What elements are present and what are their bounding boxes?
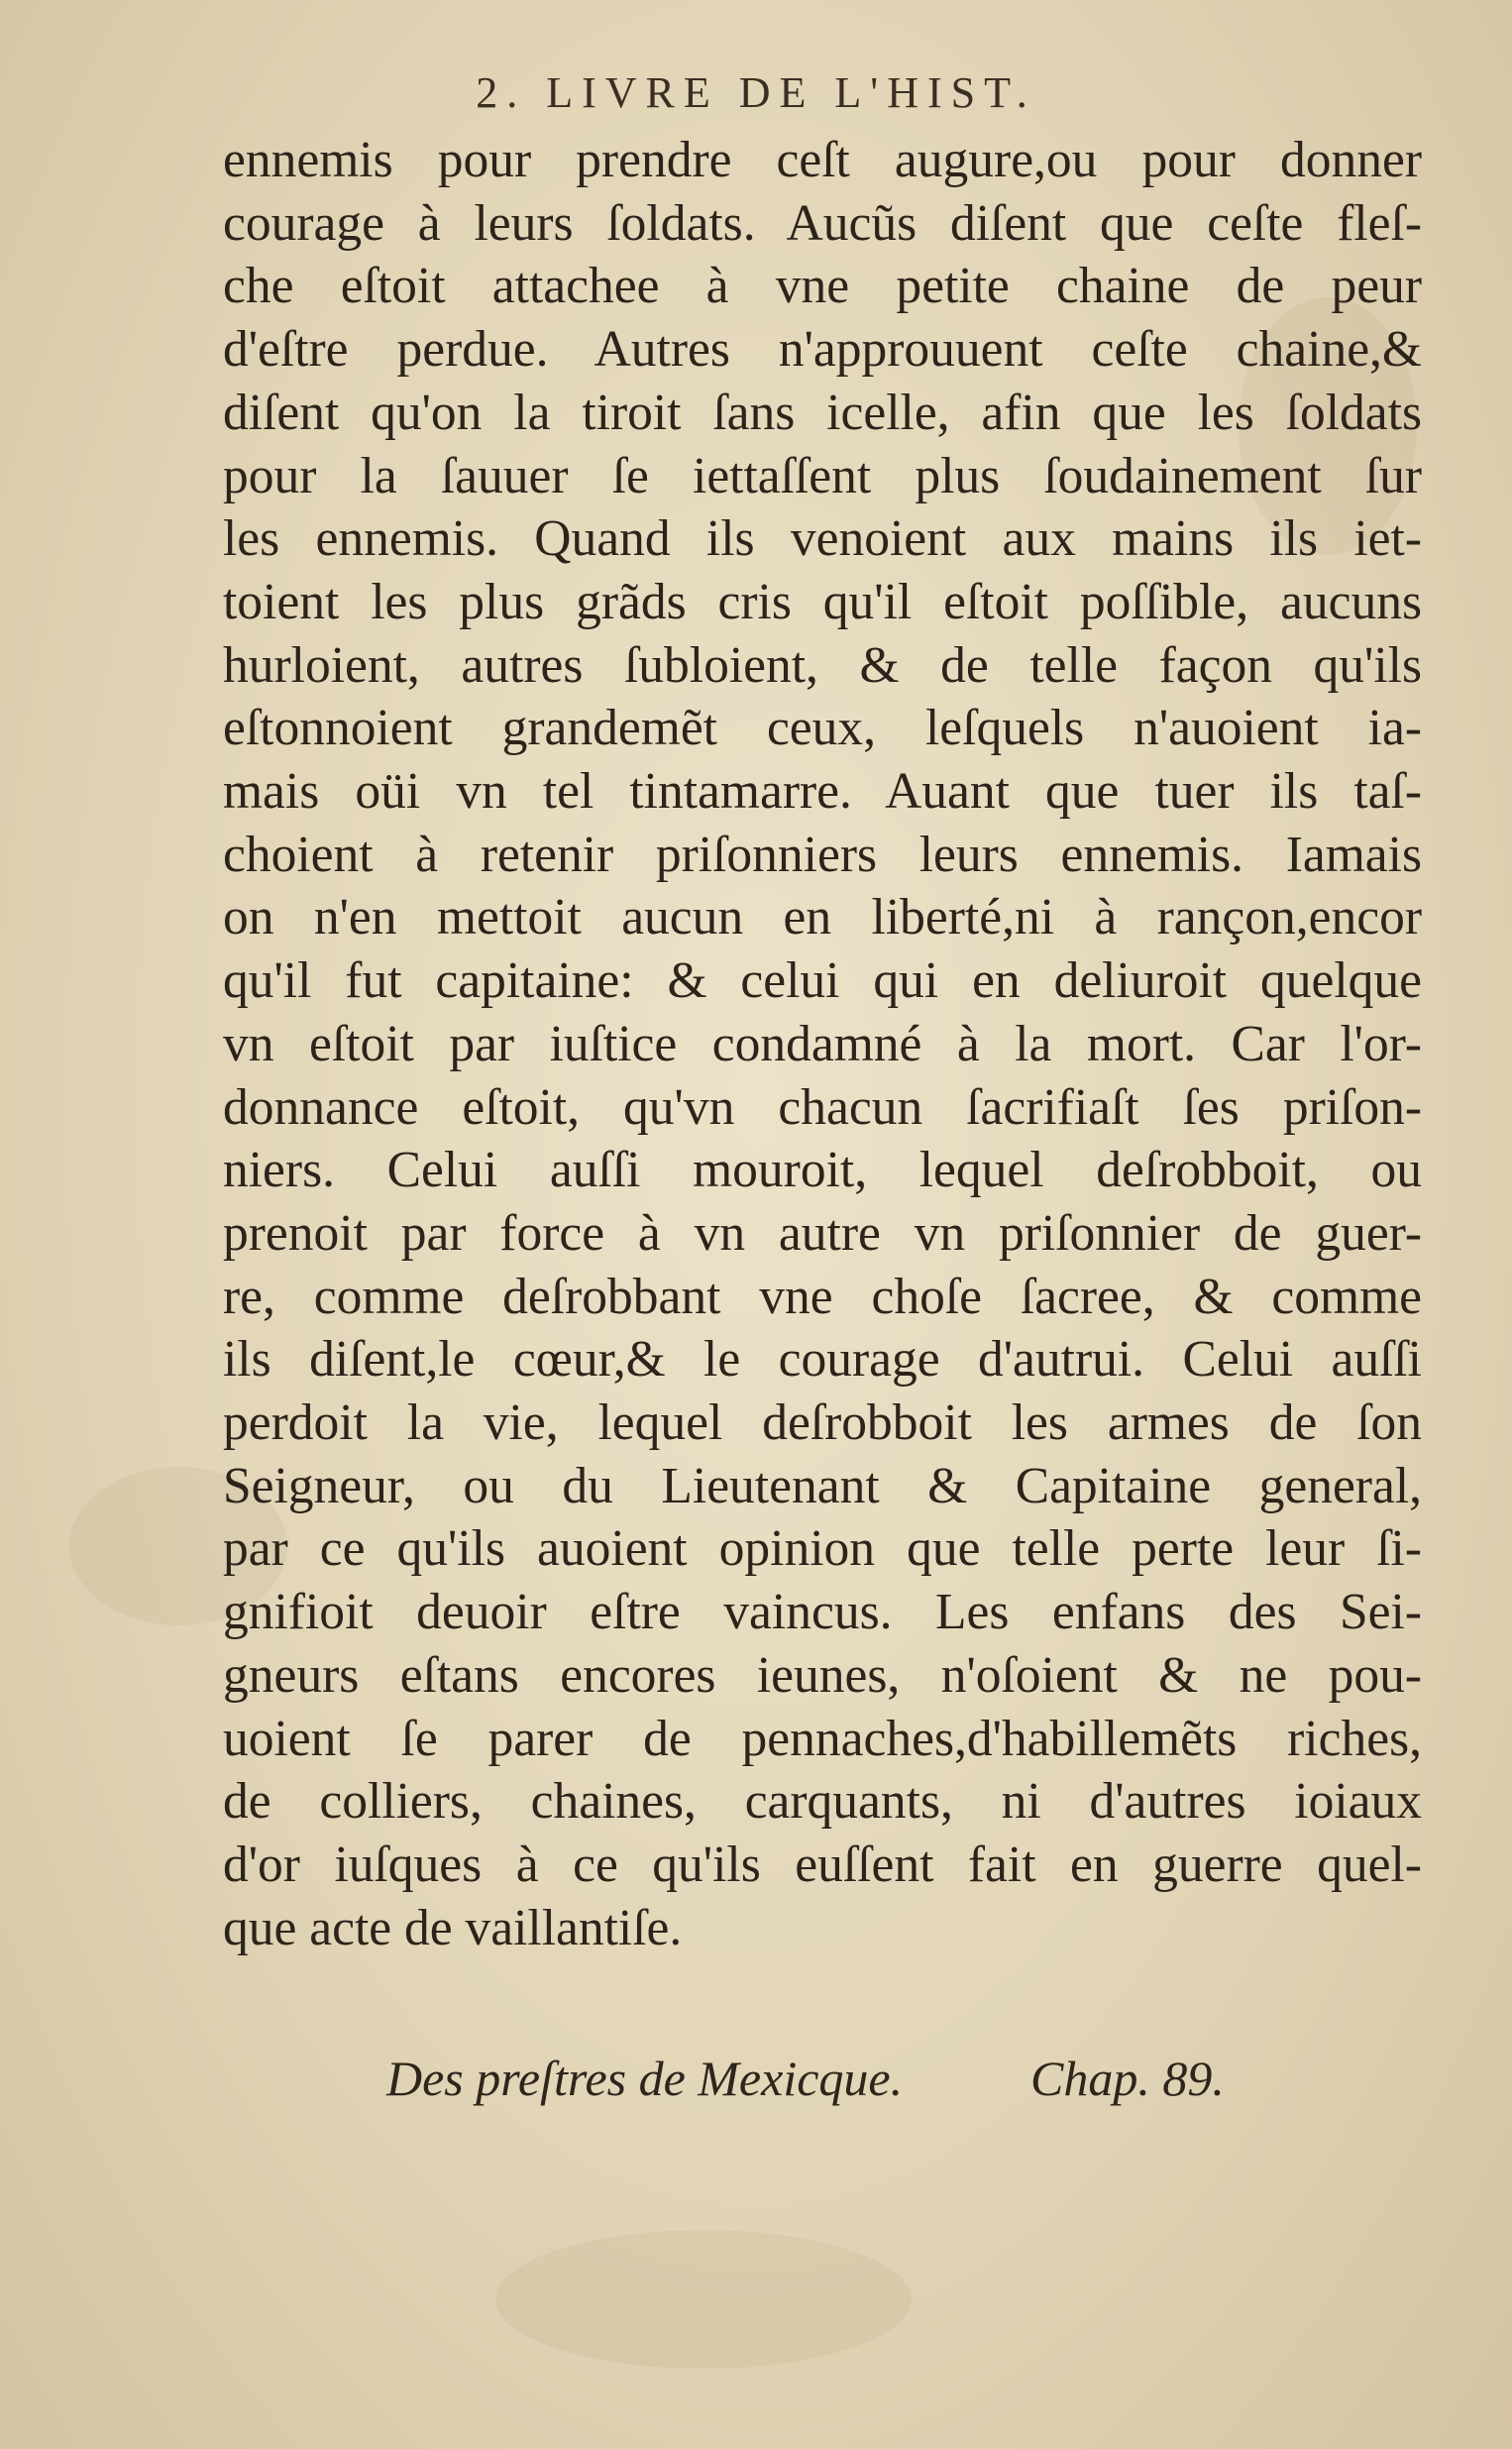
text-line: re, comme deſrobbant vne choſe ſacree, & comme [223,1268,1422,1325]
text-line: choient à retenir priſonniers leurs ennemis. Iamais [223,826,1422,883]
body-text [223,129,1422,1959]
text-line: mais oüi vn tel tintamarre. Auant que tuer ils taſ- [223,763,1422,821]
text-line: uoient ſe parer de pennaches,d'habillemẽts riches, [223,1710,1422,1767]
paper-stain [495,2230,912,2369]
text-line: niers. Celui auſſi mouroit, lequel deſrobboit, ou [223,1142,1422,1199]
text-line: de colliers, chaines, carquants, ni d'autres ioiaux [223,1773,1422,1831]
text-line: d'eſtre perdue. Autres n'approuuent ceſte chaine,& [223,321,1422,379]
text-line: que acte de vaillantiſe. [223,1899,683,1956]
text-line: diſent qu'on la tiroit ſans icelle, afin que les ſoldats [223,384,1422,441]
text-line: prenoit par force à vn autre vn priſonnier de guer- [223,1204,1422,1262]
text-line: Seigneur, ou du Lieutenant & Capitaine general, [223,1457,1422,1514]
text-line: par ce qu'ils auoient opinion que telle perte leur ſi- [223,1520,1422,1578]
text-line: eſtonnoient grandemẽt ceux, leſquels n'auoient ia- [223,700,1422,757]
text-line: courage à leurs ſoldats. Aucũs diſent que ceſte fleſ- [223,194,1422,252]
text-line: ils diſent,le cœur,& le courage d'autrui. Celui auſſi [223,1331,1422,1389]
chapter-title: Des preſtres de Mexicque. [386,2051,904,2106]
text-line: ennemis pour prendre ceſt augure,ou pour donner [223,132,1422,188]
text-line: les ennemis. Quand ils venoient aux mains ils iet- [223,510,1422,568]
text-line: gneurs eſtans encores ieunes, n'oſoient & ne pou- [223,1646,1422,1704]
text-line: on n'en mettoit aucun en liberté,ni à rançon,encor [223,889,1422,946]
text-line: gnifioit deuoir eſtre vaincus. Les enfans des Sei- [223,1584,1422,1641]
running-head: 2. LIVRE DE L'HIST. [476,68,1036,117]
text-line: donnance eſtoit, qu'vn chacun ſacrifiaſt ſes priſon- [223,1078,1422,1136]
text-line: perdoit la vie, lequel deſrobboit les armes de ſon [223,1394,1422,1452]
text-line: hurloient, autres ſubloient, & de telle façon qu'ils [223,636,1422,694]
text-line: vn eſtoit par iuſtice condamné à la mort. Car l'or- [223,1015,1422,1072]
text-line: qu'il fut capitaine: & celui qui en deliuroit quelque [223,952,1422,1010]
text-line: pour la ſauuer ſe iettaſſent plus ſoudainement ſur [223,447,1422,504]
chapter-number: Chap. 89. [1030,2051,1225,2106]
text-line: toient les plus grãds cris qu'il eſtoit poſſible, aucuns [223,573,1422,630]
text-line: d'or iuſques à ce qu'ils euſſent fait en guerre quel- [223,1836,1422,1893]
text-line: che eſtoit attachee à vne petite chaine de peur [223,258,1422,315]
